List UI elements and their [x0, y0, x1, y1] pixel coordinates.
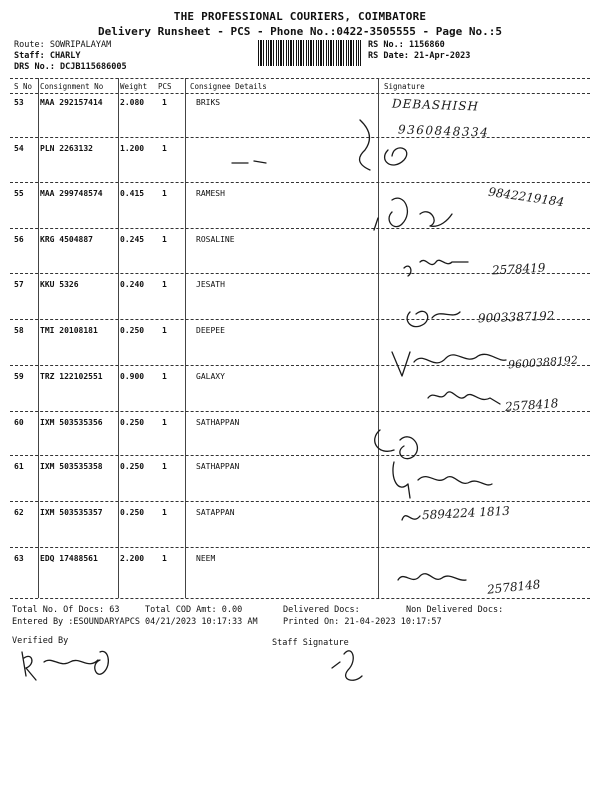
handwritten-name: DEBASHISH	[391, 96, 480, 114]
row-pcs: 1	[162, 326, 167, 335]
col-consignment: Consignment No	[40, 82, 104, 91]
row-divider	[10, 547, 590, 548]
row-divider	[10, 455, 590, 456]
handwritten-phone: 5894224 1813	[421, 503, 511, 523]
col-sno: S No	[14, 82, 33, 91]
col-consignee: Consignee Details	[190, 82, 267, 91]
row-pcs: 1	[162, 554, 167, 563]
handwritten-phone: 9003387192	[477, 308, 555, 326]
row-consignment: IXM 503535356	[40, 418, 103, 427]
row-weight: 0.250	[120, 418, 145, 427]
row-consignment: KKU 5326	[40, 280, 79, 289]
col-signature: Signature	[384, 82, 425, 91]
route-label: Route: SOWRIPALAYAM	[14, 40, 112, 50]
row-pcs: 1	[162, 144, 167, 153]
total-cod: Total COD Amt: 0.00	[145, 605, 243, 615]
row-divider	[10, 411, 590, 412]
row-consignment: MAA 299748574	[40, 189, 103, 198]
barcode	[258, 40, 361, 66]
handwritten-phone: 9842219184	[487, 184, 565, 210]
header-rule-bottom	[10, 93, 590, 94]
non-delivered-docs: Non Delivered Docs:	[406, 605, 504, 615]
col-pcs: PCS	[158, 82, 172, 91]
row-sno: 58	[14, 326, 24, 335]
row-pcs: 1	[162, 189, 167, 198]
row-pcs: 1	[162, 418, 167, 427]
row-weight: 0.250	[120, 508, 145, 517]
row-pcs: 1	[162, 280, 167, 289]
row-consignment: MAA 292157414	[40, 98, 103, 107]
row-weight: 0.415	[120, 189, 145, 198]
col-divider	[378, 78, 379, 598]
row-consignee: DEEPEE	[196, 326, 225, 335]
row-consignee: RAMESH	[196, 189, 225, 198]
row-weight: 0.250	[120, 326, 145, 335]
entered-by: Entered By :ESOUNDARYAPCS 04/21/2023 10:17:33 AM	[12, 617, 258, 627]
row-sno: 55	[14, 189, 24, 198]
runsheet-subtitle: Delivery Runsheet - PCS - Phone No.:0422-3505555 - Page No.:5	[98, 25, 502, 38]
col-divider	[118, 78, 119, 598]
row-divider	[10, 228, 590, 229]
row-consignment: EDQ 17488561	[40, 554, 98, 563]
row-consignment: TMI 20108181	[40, 326, 98, 335]
staff-signature-label: Staff Signature	[272, 638, 349, 648]
row-consignee: GALAXY	[196, 372, 225, 381]
col-divider	[185, 78, 186, 598]
handwritten-phone: 2578419	[491, 260, 546, 278]
row-pcs: 1	[162, 508, 167, 517]
row-divider	[10, 182, 590, 183]
row-sno: 63	[14, 554, 24, 563]
col-divider	[38, 78, 39, 598]
row-weight: 0.900	[120, 372, 145, 381]
row-consignee: JESATH	[196, 280, 225, 289]
row-divider	[10, 137, 590, 138]
verified-by-label: Verified By	[12, 636, 69, 646]
row-consignment: IXM 503535358	[40, 462, 103, 471]
drs-number: DRS No.: DCJB115686005	[14, 62, 127, 72]
row-sno: 59	[14, 372, 24, 381]
footer-rule	[10, 598, 590, 599]
col-weight: Weight	[120, 82, 148, 91]
row-consignee: ROSALINE	[196, 235, 235, 244]
row-pcs: 1	[162, 462, 167, 471]
row-sno: 62	[14, 508, 24, 517]
row-consignee: NEEM	[196, 554, 216, 563]
rs-number: RS No.: 1156860	[368, 40, 445, 50]
row-consignee: SATAPPAN	[196, 508, 235, 517]
handwritten-phone: 2578418	[504, 396, 559, 414]
handwritten-phone: 9600388192	[507, 353, 579, 372]
row-consignment: TRZ 122102551	[40, 372, 103, 381]
row-consignment: KRG 4504887	[40, 235, 93, 244]
row-divider	[10, 501, 590, 502]
row-pcs: 1	[162, 235, 167, 244]
row-weight: 2.200	[120, 554, 145, 563]
row-sno: 60	[14, 418, 24, 427]
row-consignee: SATHAPPAN	[196, 418, 240, 427]
row-divider	[10, 365, 590, 366]
handwritten-phone: 2578148	[486, 577, 542, 597]
row-consignment: IXM 503535357	[40, 508, 103, 517]
row-weight: 0.240	[120, 280, 145, 289]
row-sno: 57	[14, 280, 24, 289]
row-consignment: PLN 2263132	[40, 144, 93, 153]
row-consignee: BRIKS	[196, 98, 221, 107]
printed-on: Printed On: 21-04-2023 10:17:57	[283, 617, 442, 627]
row-sno: 56	[14, 235, 24, 244]
handwritten-phone: 9360848334	[397, 122, 490, 140]
row-sno: 54	[14, 144, 24, 153]
staff-label: Staff: CHARLY	[14, 51, 81, 61]
row-consignee: SATHAPPAN	[196, 462, 240, 471]
row-weight: 0.250	[120, 462, 145, 471]
row-weight: 0.245	[120, 235, 145, 244]
company-title: THE PROFESSIONAL COURIERS, COIMBATORE	[173, 10, 427, 23]
row-pcs: 1	[162, 372, 167, 381]
row-weight: 2.080	[120, 98, 145, 107]
total-docs: Total No. Of Docs: 63	[12, 605, 120, 615]
row-weight: 1.200	[120, 144, 145, 153]
delivered-docs: Delivered Docs:	[283, 605, 360, 615]
row-sno: 61	[14, 462, 24, 471]
rs-date: RS Date: 21-Apr-2023	[368, 51, 471, 61]
row-sno: 53	[14, 98, 24, 107]
row-pcs: 1	[162, 98, 167, 107]
header-rule-top	[10, 78, 590, 79]
